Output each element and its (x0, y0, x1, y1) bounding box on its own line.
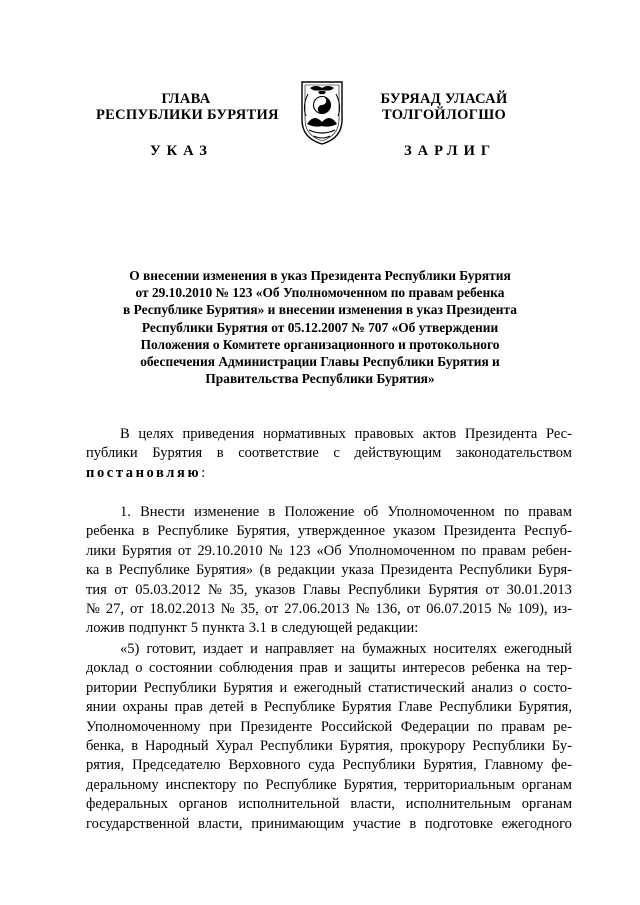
word: из- (553, 601, 572, 618)
word: Республики (259, 738, 333, 755)
word: 3.1 (248, 620, 267, 637)
word: следующей (281, 620, 353, 637)
word: от (130, 601, 144, 618)
word: органов (178, 796, 228, 813)
text-line (86, 640, 572, 659)
word: от (264, 601, 279, 618)
word: органам (521, 776, 572, 793)
word: 136, (375, 601, 401, 618)
word: «Об (316, 542, 342, 559)
text-line (86, 522, 572, 541)
word: правовых (354, 426, 414, 442)
word: «5) (120, 641, 140, 657)
preamble (86, 425, 572, 483)
word: Республики (472, 738, 545, 755)
word: соблюдения (219, 660, 294, 677)
word: Бурятия, (423, 757, 477, 774)
word: 18.02.2013 (149, 601, 215, 618)
word: Республики (347, 581, 421, 598)
word: по (243, 776, 259, 793)
word: статистический (368, 679, 465, 696)
word: Республике (264, 699, 336, 716)
word: Республике (118, 562, 190, 579)
word: от (177, 542, 192, 559)
word: инспектору (165, 776, 237, 793)
word: и (334, 660, 343, 677)
word: Республике (265, 776, 337, 793)
word: законодательством (455, 445, 572, 462)
word: Народный (144, 738, 209, 755)
word: Бурятия (223, 679, 273, 696)
word: принимающим (251, 815, 344, 832)
word: с (333, 445, 340, 462)
word: № (268, 542, 283, 559)
word: 5 (190, 620, 199, 637)
document-title (60, 267, 580, 387)
word: охраны (122, 699, 168, 716)
text-line (86, 679, 572, 698)
text-line (86, 718, 572, 737)
word: указа (341, 562, 375, 579)
word: в (131, 738, 139, 755)
word: № (355, 601, 370, 618)
word: власти, (350, 796, 395, 813)
word: Президента (380, 562, 453, 579)
text-line (86, 756, 572, 775)
word: готовит, (146, 641, 196, 657)
word: 06.07.2015 (426, 601, 492, 618)
word: Главе (398, 699, 433, 716)
word: фе- (551, 757, 572, 774)
word: № (86, 601, 100, 618)
word: государственной (86, 815, 190, 832)
word: доклад (86, 660, 129, 677)
word: Президенте (240, 718, 313, 735)
word: Президента (443, 523, 516, 540)
word: Бурятия» (196, 562, 254, 579)
word: указов (255, 581, 296, 598)
word: 05.03.2012 (135, 581, 201, 598)
word: рятия, (86, 757, 125, 774)
issuer-left-line2: РЕСПУБЛИКИ БУРЯТИЯ (96, 107, 279, 123)
word: Главному (484, 757, 544, 774)
word: 27, (105, 601, 124, 618)
issuer-right-line1: БУРЯАД УЛАСАЙ (380, 91, 508, 107)
word: приведения (182, 426, 255, 442)
issuer-right (370, 91, 518, 123)
word: изменение (194, 504, 260, 520)
text-line (86, 444, 572, 463)
word: по (461, 542, 477, 559)
decree-word: постановляю (86, 464, 202, 481)
word: Бурятия (341, 699, 392, 716)
word: редакции: (356, 620, 419, 637)
text-line (86, 464, 572, 483)
word: № (220, 601, 235, 618)
word: анализ (471, 679, 513, 696)
word: федеральных (86, 796, 168, 813)
title-line: О внесении изменения в указ Президента Республики Бурятия (129, 268, 511, 283)
word: на (526, 660, 541, 677)
word: бумажных (362, 641, 427, 657)
word: Уполномоченному (86, 718, 201, 735)
word: редакции (277, 562, 336, 579)
word: состо- (533, 679, 572, 696)
word: Уполномоченном (387, 504, 495, 520)
word: Бурятия, (343, 776, 398, 793)
word: о (135, 660, 143, 677)
word: власти, (198, 815, 243, 832)
title-line: обеспечения Администрации Главы Республики Бурятия и (140, 354, 500, 370)
word: Республики (342, 757, 416, 774)
word: (в (259, 562, 272, 579)
item-1 (86, 503, 572, 639)
word: янии (86, 699, 116, 716)
word: правам (501, 718, 545, 735)
word: интересов (402, 660, 466, 677)
word: Верховного (228, 757, 301, 774)
text-line (86, 425, 572, 444)
word: ритории (86, 679, 138, 696)
text-line (86, 619, 572, 638)
word: правам (528, 504, 572, 520)
word: прав (174, 699, 203, 716)
word: В (120, 426, 130, 442)
word: от (114, 581, 128, 598)
word: публики (86, 445, 138, 462)
word: Хурал (215, 738, 254, 755)
word: Председателю (132, 757, 221, 774)
item-1-quote (86, 640, 572, 834)
word: правам (482, 542, 526, 559)
word: исполнительной (238, 796, 340, 813)
word: Рес- (546, 426, 572, 442)
word: подпункт (128, 620, 187, 637)
word: Федерации (400, 718, 470, 735)
text-line (86, 795, 572, 814)
word: Бурятия, (339, 738, 394, 755)
word: № (208, 581, 222, 598)
word: ребенка (86, 523, 135, 540)
text-line (86, 737, 572, 756)
word: защиты (348, 660, 396, 677)
word: ребен- (531, 542, 572, 559)
word: 30.01.2013 (506, 581, 572, 598)
doc-type-right: ЗАРЛИГ (404, 143, 497, 159)
word: детей (209, 699, 244, 716)
text-line (86, 698, 572, 717)
word: при (208, 718, 232, 735)
word: указом (393, 523, 436, 540)
word: действующим (354, 445, 442, 462)
word: № (497, 601, 512, 618)
word: Республики (458, 562, 532, 579)
title-line: Положения о Комитете организационного и протокольного (140, 336, 500, 352)
word: Внести (140, 504, 185, 520)
doc-type-left: УКАЗ (150, 143, 213, 159)
word: в (216, 445, 224, 462)
word: 27.06.2013 (284, 601, 350, 618)
word: утвержденное (297, 523, 386, 540)
word: 35, (240, 601, 259, 618)
word: от (485, 581, 500, 598)
word: Бурятия (152, 445, 203, 462)
word: 35, (229, 581, 248, 598)
word: участие (352, 815, 401, 832)
word: Бу- (551, 738, 572, 755)
word: Респуб- (523, 523, 572, 540)
word: пункта (202, 620, 245, 637)
word: об (363, 504, 379, 520)
word: в (142, 523, 150, 540)
word: Уполномоченном (347, 542, 455, 559)
word: ежегодный (293, 679, 362, 696)
word: подготовке (424, 815, 493, 832)
word: тия (86, 581, 107, 598)
word: Бурятия (121, 542, 172, 559)
word: актов (422, 426, 457, 442)
word: деральному (86, 776, 159, 793)
word: по (503, 504, 519, 520)
word: ежегодный (504, 641, 572, 657)
word: ка (86, 562, 100, 579)
title-line: в Республике Бурятия» и внесении изменения в указ Президента (123, 302, 517, 318)
word: 1. (120, 504, 131, 520)
word: целях (138, 426, 174, 442)
word: бенка, (86, 738, 125, 755)
word: ре- (553, 718, 572, 735)
coat-of-arms-icon (296, 80, 348, 146)
word: тер- (547, 660, 572, 677)
word: исполнительным (405, 796, 511, 813)
word: Президента (464, 426, 538, 442)
issuer-left-line1: ГЛАВА (161, 91, 211, 107)
word: о (519, 679, 527, 696)
word: в (105, 562, 113, 579)
word: издает (203, 641, 243, 657)
title-line: Правительства Республики Бурятия» (205, 371, 435, 387)
text-line (86, 581, 572, 600)
word: в (270, 620, 278, 637)
word: от (406, 601, 421, 618)
word: Положение (284, 504, 355, 520)
text-line (86, 503, 572, 522)
word: направляет (264, 641, 334, 657)
word: Российской (320, 718, 393, 735)
word: ложив (86, 620, 125, 637)
word: 109), (517, 601, 548, 618)
title-line: Республики Бурятия от 05.12.2007 № 707 «Об утверждении (141, 319, 499, 335)
text-line (86, 659, 572, 678)
word: Республики (143, 679, 217, 696)
word: прав (299, 660, 328, 677)
word: Республике (157, 523, 229, 540)
word: и (250, 641, 258, 657)
text-line (86, 561, 572, 580)
word: Республики (439, 699, 512, 716)
text-line (86, 600, 572, 619)
issuer-right-line2: ТОЛГОЙЛОГШО (381, 107, 507, 123)
word: и (279, 679, 288, 696)
word: Бурятия, (236, 523, 290, 540)
word: ежегодного (501, 815, 572, 832)
word: нормативных (263, 426, 346, 442)
word: лики (86, 542, 116, 559)
word: Главы (302, 581, 341, 598)
word: состоянии (148, 660, 213, 677)
text-line (86, 776, 572, 795)
word: носителях (433, 641, 497, 657)
word: прокурору (400, 738, 466, 755)
word: в (250, 699, 258, 716)
word: Бурятия (428, 581, 479, 598)
word: Буря- (538, 562, 572, 579)
title-line: от 29.10.2010 № 123 «Об Уполномоченном по правам ребенка (135, 285, 505, 301)
decree-colon: : (201, 464, 206, 481)
word: соответствие (238, 445, 319, 462)
word: Бурятия, (518, 699, 572, 716)
issuer-left (96, 91, 279, 123)
word: 123 (288, 542, 311, 559)
word: суда (308, 757, 335, 774)
word: 29.10.2010 (197, 542, 263, 559)
word: территориальным (404, 776, 515, 793)
word: в (409, 815, 417, 832)
word: органам (521, 796, 572, 813)
word: по (477, 718, 493, 735)
word: на (340, 641, 356, 657)
text-line (86, 542, 572, 561)
word: в (268, 504, 276, 520)
text-line (86, 815, 572, 834)
word: ребенка (471, 660, 520, 677)
